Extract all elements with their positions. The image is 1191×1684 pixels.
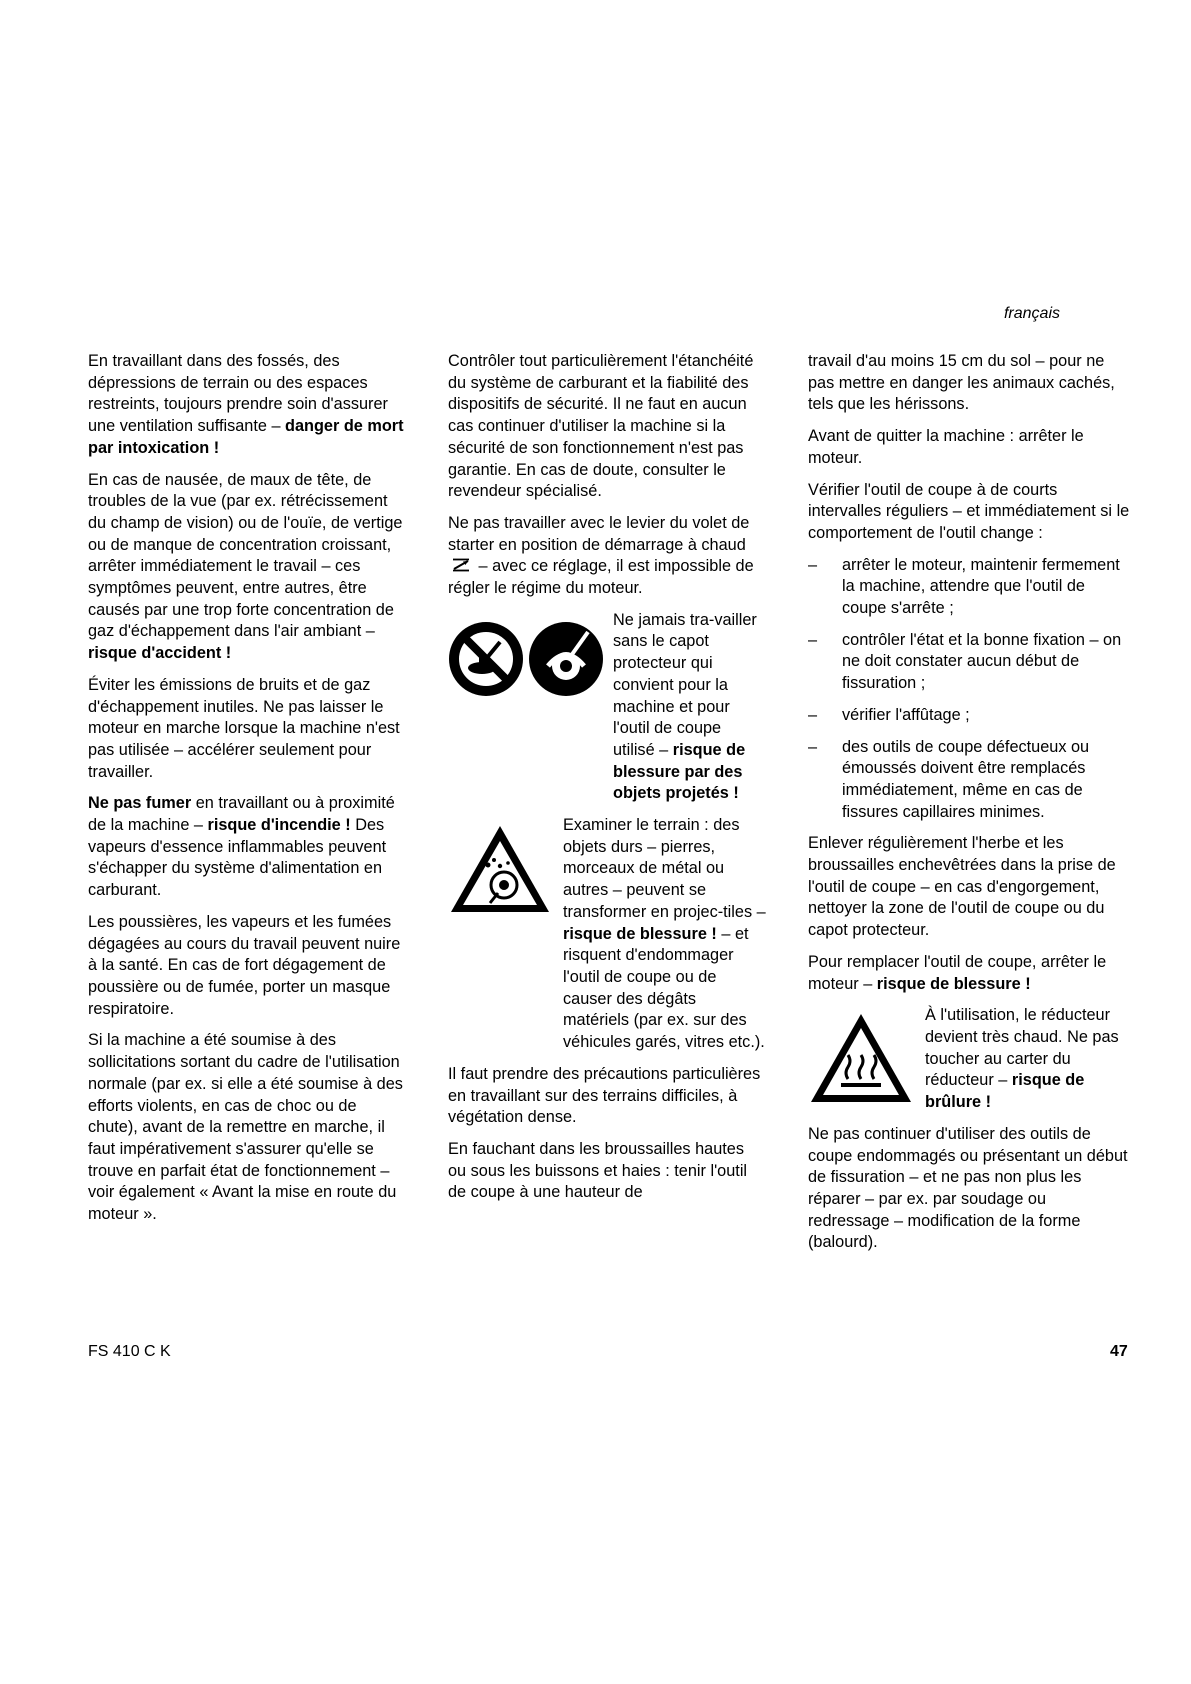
paragraph <box>88 470 406 665</box>
paragraph: Les poussières, les vapeurs et les fumées dégagées au cours du travail peuvent nuire à la santé. En cas de fort dégagement de poussière ou de fumée, porter un masque respiratoire. <box>88 912 401 1018</box>
warning-text: Ne pas fumer <box>88 794 192 813</box>
paragraph: Enlever régulièrement l'herbe et les broussailles enchevêtrées dans la prise de l'outil de coupe – en cas d'engorgement, nettoyer la zone de l'outil de coupe ou du capot protecteur. <box>808 834 1116 940</box>
bullet-dash: – <box>808 630 818 649</box>
warning-text: risque de blessure ! <box>876 974 1031 993</box>
hot-surface-warning-icon <box>808 1011 914 1105</box>
paragraph: Vérifier l'outil de coupe à de courts intervalles réguliers – et immédiatement si le comportement de l'outil change : <box>808 480 1130 542</box>
text: En cas de nausée, de maux de tête, de troubles de la vue (par ex. rétrécissement du champ de vision) ou de l'ouïe, de vertige ou de manque de concentration croissant, arrêter immédiatement le travail – ces symptômes peuvent, entre autres, être causés par une trop forte concentration de gaz d'échappement dans l'air ambiant – <box>88 470 403 641</box>
warning-text: risque de brûlure ! <box>925 1071 1085 1112</box>
paragraph <box>448 513 766 600</box>
figure-image <box>808 1005 925 1112</box>
figure-caption <box>925 1005 1132 1114</box>
figure-image <box>448 815 563 922</box>
text: Pour remplacer l'outil de coupe, arrêter le moteur – <box>808 952 1107 993</box>
text: Des vapeurs d'essence inflammables peuvent s'échapper du système d'alimentation en carburant. <box>88 816 387 900</box>
paragraph: travail d'au moins 15 cm du sol – pour ne pas mettre en danger les animaux cachés, tels que les hérissons. <box>808 352 1115 414</box>
paragraph: Ne pas continuer d'utiliser des outils de coupe endommagés ou présentant un début de fissuration – et ne pas non plus les réparer – par ex. par soudage ou redressage – modification de la forme (balourd). <box>808 1124 1128 1252</box>
paragraph: Il faut prendre des précautions particulières en travaillant sur des terrains difficiles, à végétation dense. <box>448 1064 761 1127</box>
paragraph <box>808 952 1132 995</box>
page-number: 47 <box>1110 1343 1128 1360</box>
figure-caption <box>613 610 766 805</box>
list-item <box>808 555 1132 620</box>
text: À l'utilisation, le réducteur devient très chaud. Ne pas toucher au carter du réducteur – <box>925 1006 1119 1090</box>
list-item-text: des outils de coupe défectueux ou émoussés doivent être remplacés immédiatement, même en cas de fissures capillaires minimes. <box>842 737 1090 821</box>
paragraph: Avant de quitter la machine : arrêter le moteur. <box>808 427 1084 467</box>
text: en travaillant ou à proximité de la machine – <box>88 794 395 835</box>
bullet-dash: – <box>808 555 818 574</box>
paragraph: En fauchant dans les broussailles hautes ou sous les buissons et haies : tenir l'outil de coupe à une hauteur de <box>448 1139 748 1202</box>
no-guard-prohibited-icon <box>448 616 608 702</box>
paragraph: Si la machine a été soumise à des sollicitations sortant du cadre de l'utilisation normale (par ex. si elle a été soumise à des efforts violents, en cas de choc ou de chute), avant de la remettre en marche, il faut impérativement s'assurer qu'elle se trouve en parfait état de fonctionnement – voir également « Avant la mise en route du moteur ». <box>88 1031 403 1224</box>
text: Ne jamais tra-vailler sans le capot protecteur qui convient pour la machine et pour l'outil de coupe utilisé – <box>613 610 757 759</box>
figure-guard <box>448 610 766 805</box>
text: En travaillant dans des fossés, des dépressions de terrain ou des espaces restreints, toujours prendre soin d'assurer une ventilation suffisante – <box>88 352 388 436</box>
warning-text: danger de mort par intoxication ! <box>88 417 404 457</box>
figure-hot-surface <box>808 1005 1132 1114</box>
text: Examiner le terrain : des objets durs – pierres, morceaux de métal ou autres – peuvent se transformer en projec-tiles – <box>563 816 766 921</box>
bullet-dash: – <box>808 705 818 724</box>
warning-text: risque d'accident ! <box>88 644 232 663</box>
paragraph <box>88 351 406 460</box>
column-1 <box>88 351 406 1236</box>
list-item-text: vérifier l'affûtage ; <box>842 705 970 724</box>
text: Ne pas travailler avec le levier du volet de starter en position de démarrage à chaud <box>448 513 750 554</box>
figure-caption <box>563 815 766 1054</box>
warning-text: risque de blessure par des objets projetés ! <box>613 740 746 803</box>
warning-text: risque de blessure ! <box>563 924 717 943</box>
list-item <box>808 630 1132 695</box>
thrown-objects-warning-icon <box>448 823 552 915</box>
choke-warm-start-icon <box>450 558 472 572</box>
text: – et risquent d'endommager l'outil de coupe ou de causer des dégâts matériels (par ex. sur des véhicules garés, vitres etc.). <box>563 924 765 1052</box>
bullet-list <box>808 555 1132 824</box>
language-label: français <box>1003 305 1060 322</box>
text: – avec ce réglage, il est impossible de régler le régime du moteur. <box>448 557 754 598</box>
paragraph <box>88 793 406 902</box>
paragraph: Contrôler tout particulièrement l'étanchéité du système de carburant et la fiabilité des dispositifs de sécurité. Il ne faut en aucun cas continuer d'utiliser la machine si la sécurité de son fonctionnement n'est pas garantie. En cas de doute, consulter le revendeur spécialisé. <box>448 352 754 501</box>
list-item <box>808 705 1132 727</box>
warning-text: risque d'incendie ! <box>207 816 351 835</box>
column-2 <box>448 351 766 1214</box>
bullet-dash: – <box>808 737 818 756</box>
figure-images <box>448 610 613 709</box>
column-3 <box>808 351 1132 1264</box>
list-item-text: arrêter le moteur, maintenir fermement la machine, attendre que l'outil de coupe s'arrête ; <box>842 555 1120 618</box>
figure-thrown-objects <box>448 815 766 1054</box>
list-item <box>808 737 1132 824</box>
paragraph: Éviter les émissions de bruits et de gaz d'échappement inutiles. Ne pas laisser le moteur en marche lorsque la machine n'est pas utilisée – accélérer seulement pour travailler. <box>88 675 400 781</box>
list-item-text: contrôler l'état et la bonne fixation – on ne doit constater aucun début de fissuration ; <box>842 630 1122 693</box>
model-label: FS 410 C K <box>88 1343 171 1360</box>
